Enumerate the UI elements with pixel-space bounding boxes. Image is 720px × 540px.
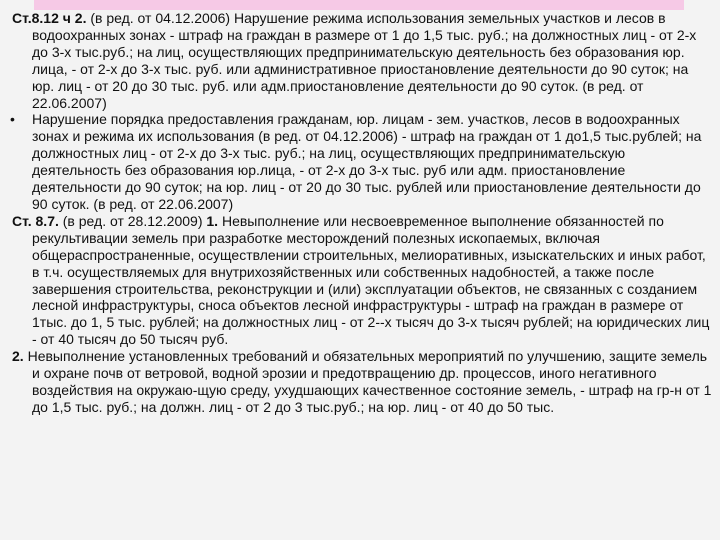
bullet-icon: • <box>10 111 15 128</box>
article-label: Ст. 8.7. <box>12 212 59 229</box>
bullet-paragraph <box>6 111 714 212</box>
item-2-paragraph <box>6 348 714 416</box>
article-label: Ст.8.12 ч 2. <box>12 10 87 26</box>
article-8-12-paragraph <box>6 10 714 111</box>
article-text-a: (в ред. от 28.12.2009) <box>58 212 207 229</box>
item-number: 2. <box>12 348 24 365</box>
item-number: 1. <box>206 212 219 229</box>
article-text-b: Невыполнение или несвоевременное выполнение обязанностей по рекультивации земель при разработке месторождений полезных ископаемых, включая общераспространенные, осуществлении строительных, мелиоративных, изыскательских и иных работ, в т.ч. осуществляемых для внутрихозяйственных или собственных надобностей, а также после завершения строительства, реконструкции и (или) эксплуатации объектов, не связанных с созданием лесной инфраструктуры, сноса объектов лесной инфраструктуры - штраф на граждан в размере от 1тыс. до 1, 5 тыс. рублей; на должностных лиц - от 2--х тысяч до 3-х тысяч рублей; на юридических лиц - от 40 тысяч до 50 тысяч руб. <box>32 212 710 348</box>
header-strip <box>34 0 684 10</box>
article-8-7-paragraph <box>6 213 714 348</box>
article-text: (в ред. от 04.12.2006) Нарушение режима использования земельных участков и лесов в водоохранных зонах - штраф на граждан в размере от 1 до 1,5 тыс. руб.; на должностных лиц - от 2-х до 3-х тыс.руб.; на лиц, осуществляющих предпринимательскую деятельность без образования юр. лица, - от 2-х до 3-х тыс. руб. или административное приостановление деятельности до 90 суток; на юр. лиц - от 20 до 30 тыс. руб. или адм.приостановление деятельности до 90 суток. (в ред. от 22.06.2007) <box>32 10 697 111</box>
item-text: Невыполнение установленных требований и обязательных мероприятий по улучшению, защите земель и охране почв от ветровой, водной эрозии и предотвращению др. процессов, иного негативного воздействия на окружаю-щую среду, ухудшающих качественное состояние земель, - штраф на гр-н от 1 до 1,5 тыс. руб.; на должн. лиц - от 2 до 3 тыс.руб.; на юр. лиц - от 40 до 50 тыс. <box>23 348 712 415</box>
document-body <box>6 10 714 416</box>
bullet-text: Нарушение порядка предоставления гражданам, юр. лицам - зем. участков, лесов в водоохранных зонах и режима их использования (в ред. от 04.12.2006) - штраф на граждан от 1 до1,5 тыс.рублей; на должностных лиц - от 2-х до 3-х тыс. руб.; на лиц, осуществляющих предпринимательскую деятельность без образования юр.лица, - от 2-х до 3-х тыс. руб или адм. приостановление деятельности до 90 суток; на юр. лиц - от 20 до 30 тыс. рублей или приостановление деятельности до 90 суток. (в ред. от 22.06.2007) <box>32 111 702 212</box>
